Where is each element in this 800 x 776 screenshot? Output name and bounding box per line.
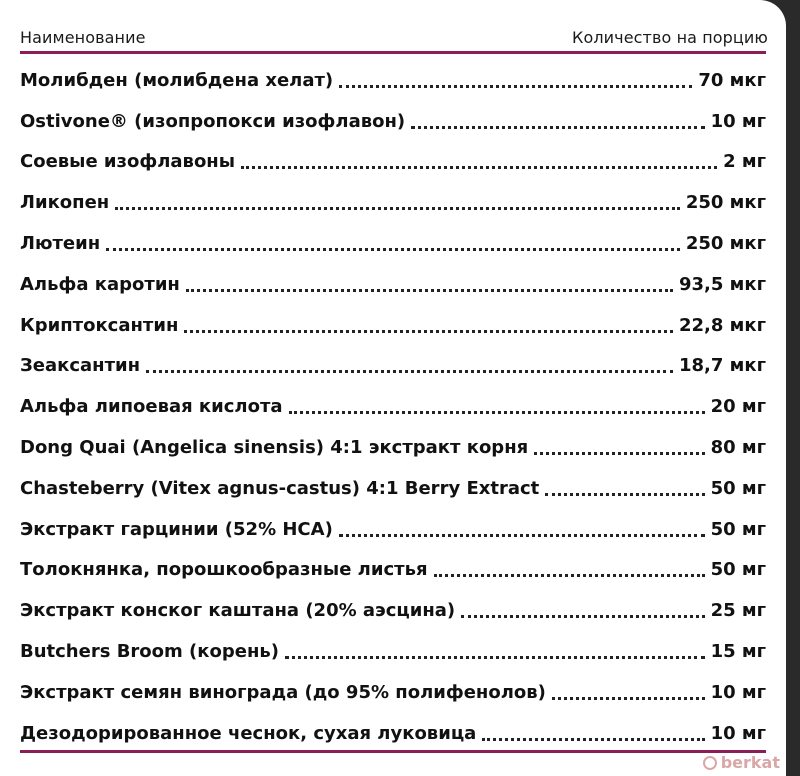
ingredient-name: Криптоксантин [20,314,179,336]
ingredient-row [20,713,766,754]
dot-leader [339,534,705,537]
ingredient-row [20,509,766,550]
ingredient-quantity: 22,8 мкг [678,314,766,336]
ingredient-name: Chasteberry (Vitex agnus-castus) 4:1 Berry Extract [20,477,540,499]
ingredient-row [20,142,766,183]
watermark-logo-icon [703,756,717,770]
footer-divider [20,750,766,753]
ingredient-name: Соевые изофлавоны [20,151,236,173]
ingredient-quantity: 10 мг [710,110,766,132]
dot-leader [482,738,704,741]
ingredient-row [20,305,766,346]
ingredient-quantity: 15 мг [710,641,766,663]
ingredient-row [20,101,766,142]
ingredient-name: Ostivone® (изопропокси изофлавон) [20,110,406,132]
ingredient-quantity: 250 мкг [685,192,766,214]
ingredient-quantity: 10 мг [710,722,766,744]
ingredient-row [20,590,766,631]
ingredient-row [20,427,766,468]
ingredient-row [20,264,766,305]
dot-leader [411,126,704,129]
ingredient-row [20,346,766,387]
ingredient-name: Лютеин [20,233,101,255]
ingredient-name: Альфа липоевая кислота [20,396,283,418]
quantity-column-header: Количество на порцию [571,28,768,47]
ingredient-quantity: 50 мг [710,477,766,499]
dot-leader [115,207,680,210]
ingredient-quantity: 50 мг [710,559,766,581]
ingredient-name: Экстракт гарцинии (52% HCA) [20,518,333,540]
ingredient-quantity: 2 мг [723,151,766,173]
dot-leader [289,411,705,414]
ingredient-row [20,182,766,223]
dot-leader [106,248,680,251]
ingredient-quantity: 70 мкг [698,69,766,91]
ingredient-list [20,60,766,754]
ingredient-row [20,550,766,591]
ingredient-row [20,468,766,509]
table-header [20,28,768,47]
ingredient-quantity: 25 мг [710,600,766,622]
dot-leader [146,370,673,373]
dot-leader [184,330,673,333]
ingredient-row [20,386,766,427]
dot-leader [285,656,705,659]
ingredient-row [20,631,766,672]
dot-leader [434,574,705,577]
name-column-header: Наименование [20,28,146,47]
ingredient-name: Альфа каротин [20,273,180,295]
ingredient-row [20,672,766,713]
dot-leader [186,289,673,292]
ingredient-row [20,223,766,264]
dot-leader [241,166,717,169]
dot-leader [339,85,692,88]
ingredient-name: Ликопен [20,192,110,214]
ingredient-name: Толокнянка, порошкообразные листья [20,559,428,581]
watermark-text: berkat [720,753,780,772]
dot-leader [534,452,704,455]
ingredient-name: Экстракт конског каштана (20% аэсцина) [20,600,456,622]
watermark [703,753,780,772]
ingredient-name: Молибден (молибдена хелат) [20,69,334,91]
ingredient-name: Dong Quai (Angelica sinensis) 4:1 экстракт корня [20,437,529,459]
ingredient-name: Зеаксантин [20,355,141,377]
ingredient-quantity: 10 мг [710,681,766,703]
dot-leader [461,615,704,618]
header-divider [20,51,766,54]
ingredient-quantity: 80 мг [710,437,766,459]
dot-leader [545,493,704,496]
ingredient-name: Экстракт семян винограда (до 95% полифенолов) [20,681,546,703]
ingredient-name: Butchers Broom (корень) [20,641,279,663]
ingredient-row [20,60,766,101]
ingredient-quantity: 250 мкг [685,233,766,255]
dot-leader [552,697,705,700]
ingredient-quantity: 93,5 мкг [678,273,766,295]
ingredient-quantity: 50 мг [710,518,766,540]
ingredient-quantity: 20 мг [710,396,766,418]
ingredient-quantity: 18,7 мкг [678,355,766,377]
ingredient-name: Дезодорированное чеснок, сухая луковица [20,722,477,744]
